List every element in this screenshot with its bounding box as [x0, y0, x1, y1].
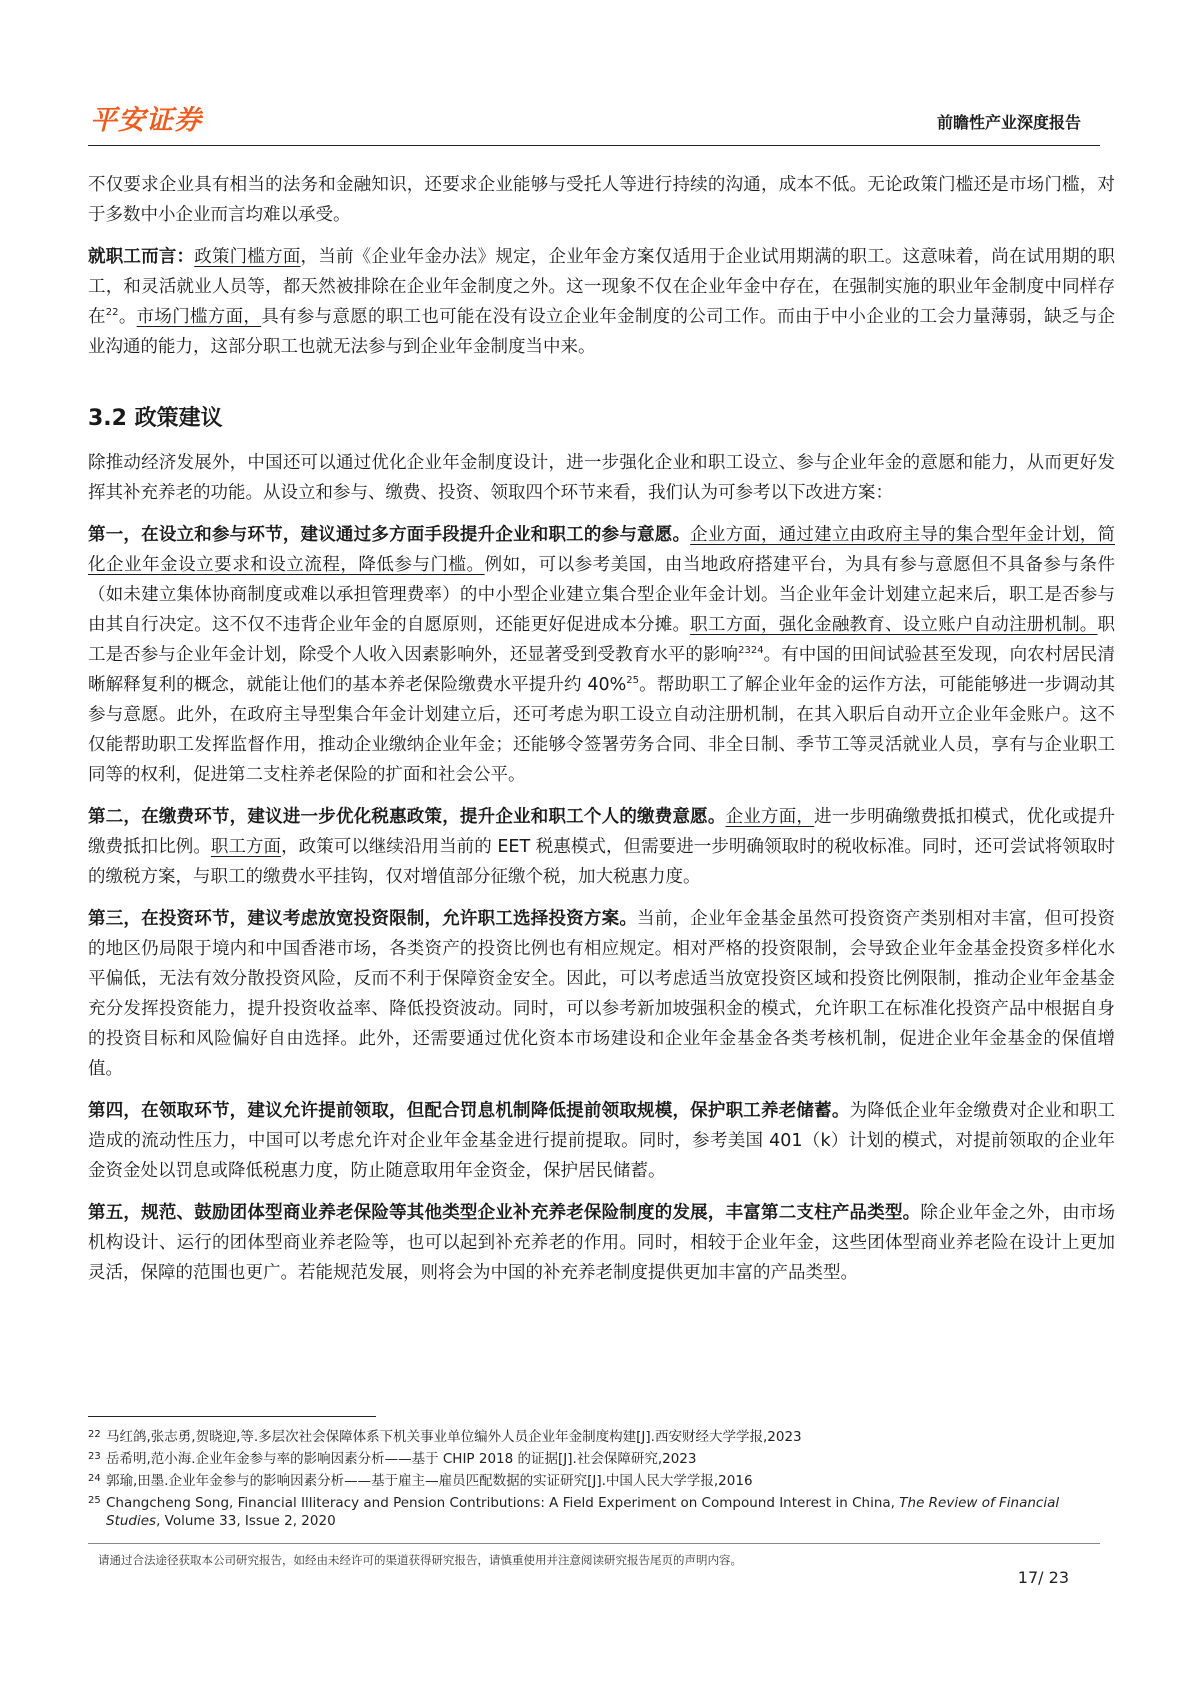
paragraph-2: [88, 242, 1115, 362]
footnotes: [88, 1428, 1098, 1534]
paragraph-6-lead: 第三，在投资环节，建议考虑放宽投资限制，允许职工选择投资方案。: [88, 909, 638, 929]
paragraph-4-text-4: 。帮助职工了解企业年金的运作方法，可能能够进一步调动其参与意愿。此外，在政府主导型集合年金计划建立后，还可考虑为职工设立自动注册机制，在其入职后自动开立企业年金账户。这不仅能帮助职工发挥监督作用，推动企业缴纳企业年金；还能够令签署劳务合同、非全日制、季节工等灵活就业人员，享有与企业职工同等的权利，促进第二支柱养老保险的扩面和社会公平。: [88, 675, 1116, 785]
footnote-ref-25: 25: [626, 675, 639, 687]
paragraph-6: [88, 904, 1115, 1084]
paragraph-4-underline-2: 职工方面，强化金融教育、设立账户自动注册机制。: [690, 615, 1098, 635]
footnote-text: 郭瑜,田墨.企业年金参与的影响因素分析——基于雇主—雇员匹配数据的实证研究[J].中国人民大学学报,2016: [106, 1473, 753, 1489]
paragraph-8-lead: 第五，规范、鼓励团体型商业养老保险等其他类型企业补充养老保险制度的发展，丰富第二支柱产品类型。: [88, 1203, 921, 1223]
footnote-text: [106, 1494, 1098, 1530]
paragraph-5-text-1: 进一步明确缴费抵扣模式，优化或提升缴费抵扣比例。: [88, 807, 1116, 857]
footnote-divider: [88, 1416, 376, 1417]
footnote-number: 22: [88, 1429, 101, 1440]
page-number: 17/ 23: [1017, 1568, 1069, 1587]
footnote-25-journal: The Review of Financial Studies: [106, 1495, 1060, 1529]
paragraph-2-text-2: 。: [118, 307, 137, 327]
footnote-item: [88, 1472, 1098, 1490]
footnote-ref-23-24: 2324: [738, 645, 764, 657]
footnote-text: 马红鸽,张志勇,贺晓迎,等.多层次社会保障体系下机关事业单位编外人员企业年金制度构建[J].西安财经大学学报,2023: [106, 1429, 802, 1445]
paragraph-2-underline-2: 市场门槛方面，: [136, 307, 262, 327]
paragraph-5-underline-1: 企业方面，: [725, 807, 815, 827]
paragraph-2-underline-1: 政策门槛方面: [194, 247, 301, 267]
footnote-number: 24: [88, 1473, 101, 1484]
company-logo: 平安证券: [90, 105, 202, 136]
footer-disclaimer: 请通过合法途径获取本公司研究报告，如经由未经许可的渠道获得研究报告，请慎重使用并注意阅读研究报告尾页的声明内容。: [98, 1553, 742, 1567]
paragraph-5-lead: 第二，在缴费环节，建议进一步优化税惠政策，提升企业和职工个人的缴费意愿。: [88, 807, 726, 827]
paragraph-2-text-3: 具有参与意愿的职工也可能在没有设立企业年金制度的公司工作。而由于中小企业的工会力量薄弱，缺乏与企业沟通的能力，这部分职工也就无法参与到企业年金制度当中来。: [88, 307, 1116, 357]
paragraph-1: 不仅要求企业具有相当的法务和金融知识，还要求企业能够与受托人等进行持续的沟通，成本不低。无论政策门槛还是市场门槛，对于多数中小企业而言均难以承受。: [88, 175, 1115, 225]
footnote-item: [88, 1450, 1098, 1468]
report-type-label: 前瞻性产业深度报告: [936, 113, 1081, 132]
footnote-25-text-a: Changcheng Song, Financial Illiteracy and Pension Contributions: A Field Experiment on Compound Interest in China,: [106, 1495, 900, 1511]
paragraph-4-text-1: 例如，可以参考美国，由当地政府搭建平台，为具有参与意愿但不具备参与条件（如未建立集体协商制度或难以承担管理费率）的中小型企业建立集合型企业年金计划。当企业年金计划建立起来后，职工是否参与由其自行决定。这不仅不违背企业年金的自愿原则，还能更好促进成本分摊。: [88, 555, 1116, 635]
paragraph-2-lead: 就职工而言：: [88, 247, 195, 267]
paragraph-5: [88, 802, 1115, 892]
paragraph-4-text-2: 职工是否参与企业年金计划，除受个人收入因素影响外，还显著受到受教育水平的影响: [88, 615, 1115, 665]
paragraph-5-underline-2: 职工方面: [210, 837, 282, 857]
footer-divider: [88, 1543, 1100, 1544]
paragraph-7-text-1: 为降低企业年金缴费对企业和职工造成的流动性压力，中国可以考虑允许对企业年金基金进行提前提取。同时，参考美国 401（k）计划的模式，对提前领取的企业年金资金处以罚息或降低税惠力度，防止随意取用年金资金，保护居民储蓄。: [88, 1101, 1116, 1181]
paragraph-4-text-3: 。有中国的田间试验甚至发现，向农村居民清晰解释复利的概念，就能让他们的基本养老保险缴费水平提升约 40%: [88, 645, 1115, 695]
footnote-item: [88, 1428, 1098, 1446]
main-content: [88, 170, 1115, 1300]
footnote-number: 25: [88, 1495, 101, 1506]
footnote-item: [88, 1494, 1098, 1530]
paragraph-2-text-1: ，当前《企业年金办法》规定，企业年金方案仅适用于企业试用期满的职工。这意味着，尚在试用期的职工，和灵活就业人员等，都天然被排除在企业年金制度之外。这一现象不仅在企业年金中存在，在强制实施的职业年金制度中同样存在: [88, 247, 1116, 327]
paragraph-8-text-1: 除企业年金之外，由市场机构设计、运行的团体型商业养老险等，也可以起到补充养老的作用。同时，相较于企业年金，这些团体型商业养老险在设计上更加灵活，保障的范围也更广。若能规范发展，则将会为中国的补充养老制度提供更加丰富的产品类型。: [88, 1203, 1116, 1283]
paragraph-3: 除推动经济发展外，中国还可以通过优化企业年金制度设计，进一步强化企业和职工设立、参与企业年金的意愿和能力，从而更好发挥其补充养老的功能。从设立和参与、缴费、投资、领取四个环节来看，我们认为可参考以下改进方案：: [88, 453, 1115, 503]
header-divider: [88, 145, 1100, 146]
footnote-text: 岳希明,范小海.企业年金参与率的影响因素分析——基于 CHIP 2018 的证据[J].社会保障研究,2023: [106, 1451, 697, 1467]
section-title: 3.2 政策建议: [88, 406, 223, 431]
footnote-25-text-b: , Volume 33, Issue 2, 2020: [156, 1513, 336, 1529]
paragraph-7-lead: 第四，在领取环节，建议允许提前领取，但配合罚息机制降低提前领取规模，保护职工养老储蓄。: [88, 1101, 850, 1121]
footnote-ref-22: 22: [105, 307, 119, 319]
paragraph-7: [88, 1096, 1115, 1186]
footnote-number: 23: [88, 1451, 101, 1462]
paragraph-4-lead: 第一，在设立和参与环节，建议通过多方面手段提升企业和职工的参与意愿。: [88, 525, 691, 545]
paragraph-8: [88, 1198, 1115, 1288]
paragraph-4: [88, 520, 1115, 790]
paragraph-4-underline-1: 企业方面，通过建立由政府主导的集合型年金计划，简化企业年金设立要求和设立流程，降低参与门槛。: [88, 525, 1115, 575]
paragraph-6-text-1: 当前，企业年金基金虽然可投资资产类别相对丰富，但可投资的地区仍局限于境内和中国香港市场，各类资产的投资比例也有相应规定。相对严格的投资限制，会导致企业年金基金投资多样化水平偏低，无法有效分散投资风险，反而不利于保障资金安全。因此，可以考虑适当放宽投资区域和投资比例限制，推动企业年金基金充分发挥投资能力，提升投资收益率、降低投资波动。同时，可以参考新加坡强积金的模式，允许职工在标准化投资产品中根据自身的投资目标和风险偏好自由选择。此外，还需要通过优化资本市场建设和企业年金基金各类考核机制，促进企业年金基金的保值增值。: [88, 909, 1116, 1079]
paragraph-5-text-2: ，政策可以继续沿用当前的 EET 税惠模式，但需要进一步明确领取时的税收标准。同时，还可尝试将领取时的缴税方案，与职工的缴费水平挂钩，仅对增值部分征缴个税，加大税惠力度。: [88, 837, 1116, 887]
